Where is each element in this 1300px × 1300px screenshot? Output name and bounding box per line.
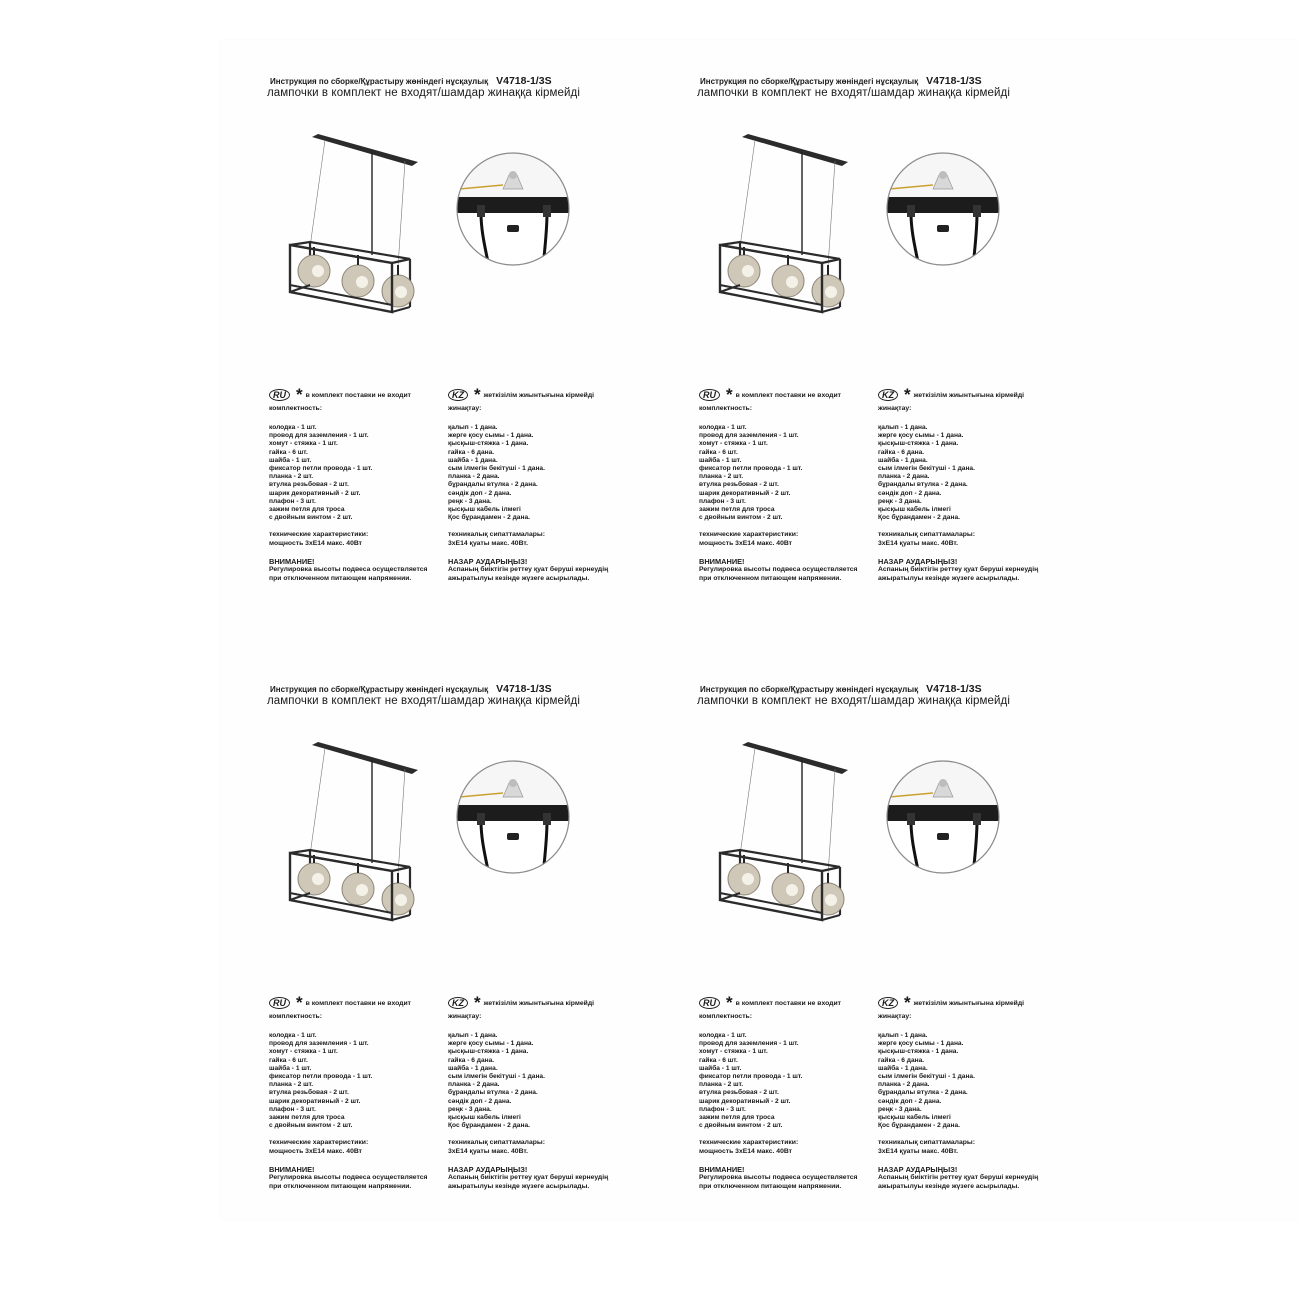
list-item: с двойным винтом - 2 шт. [269,514,353,522]
ru-attention-line: при отключенном питающем напряжении. [699,574,842,582]
list-item: планка - 2 дана. [448,473,500,481]
kz-tech-title: техникалық сипаттамалары: [448,531,545,539]
kz-kit-title: жинақтау: [878,1013,912,1020]
list-item: хомут - стяжка - 1 шт. [269,1048,338,1056]
kz-tech-title: техникалық сипаттамалары: [448,1139,545,1147]
ru-section [269,387,459,583]
list-item: гайка - 6 дана. [448,448,495,456]
list-item: қалып - 1 дана. [448,424,498,431]
list-item: втулка резьбовая - 2 шт. [699,481,779,489]
list-item: қысқыш кабель ілмегі [448,506,521,514]
asterisk-icon: * [296,993,303,1012]
ru-attention-line: при отключенном питающем напряжении. [269,574,412,582]
model-number: V4718-1/3S [926,683,982,695]
list-item: планка - 2 шт. [699,473,744,481]
kz-badge: KZ [878,997,898,1009]
list-item: сәндік доп - 2 дана. [878,1097,942,1105]
kz-kit-title: жинақтау: [878,405,912,412]
ru-tech-value: мощность 3хЕ14 макс. 40Вт [699,1147,793,1155]
kz-tech-title: техникалық сипаттамалары: [878,1139,975,1147]
kz-attention-line: Аспаның биіктігін реттеу қуат беруші кернеудің [878,1174,1039,1182]
ru-badge: RU [699,997,720,1009]
list-item: сәндік доп - 2 дана. [448,489,512,497]
list-item: қысқыш-стяжка - 1 дана. [448,440,529,448]
instruction-title: Инструкция по сборке/Құрастыру жөніндегі нұсқаулық V4718-1/3S [270,683,552,695]
list-item: сым ілмегін бекітуші - 1 дана. [878,465,975,473]
list-item: колодка - 1 шт. [269,1032,317,1039]
kz-attention-title: НАЗАР АУДАРЫҢЫЗ! [878,1165,958,1175]
kz-kit-list [878,424,1068,522]
instruction-panel-bottom-right [695,683,1115,1243]
list-item: зажим петля для троса [699,1114,775,1122]
list-item: шайба - 1 шт. [269,456,312,464]
list-item: с двойным винтом - 2 шт. [699,514,783,522]
list-item: шайба - 1 шт. [699,1064,742,1072]
kz-note: жеткізілім жиынтығына кірмейді [913,391,1025,399]
instruction-title: Инструкция по сборке/Құрастыру жөніндегі нұсқаулық V4718-1/3S [270,75,552,87]
ru-attention-line: Регулировка высоты подвеса осуществляется [269,566,428,574]
list-item: реңк - 3 дана. [878,497,922,505]
list-item: плафон - 3 шт. [699,1105,746,1113]
kz-kit-title: жинақтау: [448,405,482,412]
list-item: бұрандалы втулка - 2 дана. [878,481,968,489]
model-number: V4718-1/3S [496,75,552,87]
ru-kit-list [269,1032,459,1130]
list-item: фиксатор петли провода - 1 шт. [269,1073,373,1081]
list-item: планка - 2 дана. [448,1081,500,1089]
list-item: реңк - 3 дана. [448,497,492,505]
list-item: шайба - 1 дана. [878,1064,928,1072]
ru-note: в комплект поставки не входит [735,391,841,399]
list-item: планка - 2 шт. [699,1081,744,1089]
list-item: колодка - 1 шт. [699,424,747,431]
list-item: жерге қосу сымы - 1 дана. [448,1040,534,1048]
ru-tech-value: мощность 3хЕ14 макс. 40Вт [269,539,363,547]
instruction-panel-top-left [265,75,685,635]
list-item: гайка - 6 шт. [269,1056,308,1064]
list-item: жерге қосу сымы - 1 дана. [448,432,534,440]
kz-badge: KZ [448,997,468,1009]
list-item: жерге қосу сымы - 1 дана. [878,432,964,440]
ru-note: в комплект поставки не входит [735,999,841,1007]
list-item: фиксатор петли провода - 1 шт. [699,1073,803,1081]
kz-badge: KZ [448,389,468,401]
list-item: фиксатор петли провода - 1 шт. [699,465,803,473]
list-item: с двойным винтом - 2 шт. [699,1122,783,1130]
ru-tech-value: мощность 3хЕ14 макс. 40Вт [699,539,793,547]
list-item: шайба - 1 дана. [878,456,928,464]
list-item: бұрандалы втулка - 2 дана. [878,1089,968,1097]
instruction-subtitle: лампочки в комплект не входят/шамдар жинаққа кірмейді [697,87,1010,99]
ru-section [269,995,459,1191]
kz-tech-value: 3хЕ14 қуаты макс. 40Вт. [878,539,959,547]
ru-tech-title: технические характеристики: [269,531,369,539]
list-item: қысқыш-стяжка - 1 дана. [878,440,959,448]
list-item: бұрандалы втулка - 2 дана. [448,481,538,489]
list-item: зажим петля для троса [699,506,775,514]
list-item: провод для заземления - 1 шт. [699,1040,799,1048]
ru-tech-value: мощность 3хЕ14 макс. 40Вт [269,1147,363,1155]
ru-section [699,387,889,583]
ru-attention-title: ВНИМАНИЕ! [269,557,315,567]
list-item: қалып - 1 дана. [878,1032,928,1039]
ru-note: в комплект поставки не входит [305,391,411,399]
ru-tech-title: технические характеристики: [699,1139,799,1147]
list-item: шайба - 1 дана. [448,456,498,464]
ru-attention-title: ВНИМАНИЕ! [269,1165,315,1175]
asterisk-icon: * [474,385,481,404]
ru-kit-title: комплектность: [269,1013,322,1020]
ceiling-mount-detail [455,151,571,267]
kz-attention-title: НАЗАР АУДАРЫҢЫЗ! [448,1165,528,1175]
ru-section [699,995,889,1191]
ceiling-mount-detail [455,759,571,875]
list-item: провод для заземления - 1 шт. [699,432,799,440]
kz-tech-title: техникалық сипаттамалары: [878,531,975,539]
list-item: қысқыш кабель ілмегі [448,1114,521,1122]
kz-kit-list [878,1032,1068,1130]
list-item: гайка - 6 дана. [448,1056,495,1064]
list-item: қысқыш кабель ілмегі [878,1114,951,1122]
asterisk-icon: * [726,385,733,404]
list-item: гайка - 6 шт. [699,1056,738,1064]
list-item: хомут - стяжка - 1 шт. [699,1048,768,1056]
list-item: плафон - 3 шт. [269,497,316,505]
list-item: хомут - стяжка - 1 шт. [699,440,768,448]
ru-attention-title: ВНИМАНИЕ! [699,1165,745,1175]
ru-kit-title: комплектность: [269,405,322,412]
kz-badge: KZ [878,389,898,401]
kz-tech-value: 3хЕ14 қуаты макс. 40Вт. [878,1147,959,1155]
kz-attention-line: ажыратылуы кезінде жүзеге асырылады. [448,1182,590,1190]
list-item: зажим петля для троса [269,1114,345,1122]
ru-badge: RU [269,389,290,401]
list-item: бұрандалы втулка - 2 дана. [448,1089,538,1097]
pendant-lamp-illustration [270,735,450,945]
instruction-title: Инструкция по сборке/Құрастыру жөніндегі нұсқаулық V4718-1/3S [700,683,982,695]
asterisk-icon: * [296,385,303,404]
list-item: колодка - 1 шт. [699,1032,747,1039]
kz-attention-line: Аспаның биіктігін реттеу қуат беруші кернеудің [448,1174,609,1182]
list-item: шарик декоративный - 2 шт. [699,489,791,497]
list-item: сым ілмегін бекітуші - 1 дана. [448,465,545,473]
ceiling-mount-detail [885,151,1001,267]
instruction-panel-top-right [695,75,1115,635]
list-item: шайба - 1 дана. [448,1064,498,1072]
ru-kit-list [699,1032,889,1130]
instruction-title: Инструкция по сборке/Құрастыру жөніндегі нұсқаулық V4718-1/3S [700,75,982,87]
list-item: гайка - 6 дана. [878,448,925,456]
ru-attention-line: при отключенном питающем напряжении. [699,1182,842,1190]
list-item: сәндік доп - 2 дана. [878,489,942,497]
list-item: шарик декоративный - 2 шт. [699,1097,791,1105]
list-item: қысқыш кабель ілмегі [878,506,951,514]
kz-note: жеткізілім жиынтығына кірмейді [483,999,595,1007]
instruction-panel-bottom-left [265,683,685,1243]
ru-attention-line: при отключенном питающем напряжении. [269,1182,412,1190]
kz-attention-title: НАЗАР АУДАРЫҢЫЗ! [878,557,958,567]
asterisk-icon: * [474,993,481,1012]
kz-attention-line: ажыратылуы кезінде жүзеге асырылады. [878,574,1020,582]
list-item: гайка - 6 шт. [699,448,738,456]
list-item: шайба - 1 шт. [269,1064,312,1072]
ru-tech-title: технические характеристики: [269,1139,369,1147]
kz-attention-line: ажыратылуы кезінде жүзеге асырылады. [878,1182,1020,1190]
list-item: плафон - 3 шт. [699,497,746,505]
pendant-lamp-illustration [270,127,450,337]
kz-section [878,387,1068,583]
ru-tech-title: технические характеристики: [699,531,799,539]
list-item: провод для заземления - 1 шт. [269,432,369,440]
list-item: провод для заземления - 1 шт. [269,1040,369,1048]
list-item: жерге қосу сымы - 1 дана. [878,1040,964,1048]
kz-attention-line: Аспаның биіктігін реттеу қуат беруші кернеудің [878,566,1039,574]
list-item: планка - 2 дана. [878,473,930,481]
ru-kit-title: комплектность: [699,1013,752,1020]
list-item: втулка резьбовая - 2 шт. [699,1089,779,1097]
kz-attention-line: ажыратылуы кезінде жүзеге асырылады. [448,574,590,582]
list-item: зажим петля для троса [269,506,345,514]
list-item: реңк - 3 дана. [448,1105,492,1113]
ru-note: в комплект поставки не входит [305,999,411,1007]
kz-note: жеткізілім жиынтығына кірмейді [483,391,595,399]
instruction-subtitle: лампочки в комплект не входят/шамдар жинаққа кірмейді [697,695,1010,707]
kz-note: жеткізілім жиынтығына кірмейді [913,999,1025,1007]
kz-kit-title: жинақтау: [448,1013,482,1020]
kz-tech-value: 3хЕ14 қуаты макс. 40Вт. [448,1147,529,1155]
list-item: сым ілмегін бекітуші - 1 дана. [878,1073,975,1081]
list-item: гайка - 6 дана. [878,1056,925,1064]
kz-section [878,995,1068,1191]
kz-attention-title: НАЗАР АУДАРЫҢЫЗ! [448,557,528,567]
list-item: плафон - 3 шт. [269,1105,316,1113]
asterisk-icon: * [904,993,911,1012]
ru-kit-list [269,424,459,522]
list-item: қалып - 1 дана. [878,424,928,431]
ceiling-mount-detail [885,759,1001,875]
instruction-subtitle: лампочки в комплект не входят/шамдар жинаққа кірмейді [267,87,580,99]
list-item: планка - 2 шт. [269,473,314,481]
list-item: реңк - 3 дана. [878,1105,922,1113]
ru-attention-line: Регулировка высоты подвеса осуществляется [699,566,858,574]
list-item: Қос бұрандамен - 2 дана. [878,514,960,522]
instruction-subtitle: лампочки в комплект не входят/шамдар жинаққа кірмейді [267,695,580,707]
list-item: втулка резьбовая - 2 шт. [269,1089,349,1097]
list-item: хомут - стяжка - 1 шт. [269,440,338,448]
kz-kit-list [448,1032,638,1130]
kz-kit-list [448,424,638,522]
list-item: қысқыш-стяжка - 1 дана. [878,1048,959,1056]
list-item: колодка - 1 шт. [269,424,317,431]
ru-kit-title: комплектность: [699,405,752,412]
list-item: қысқыш-стяжка - 1 дана. [448,1048,529,1056]
model-number: V4718-1/3S [496,683,552,695]
list-item: Қос бұрандамен - 2 дана. [448,514,530,522]
kz-section [448,387,638,583]
ru-attention-title: ВНИМАНИЕ! [699,557,745,567]
asterisk-icon: * [904,385,911,404]
kz-tech-value: 3хЕ14 қуаты макс. 40Вт. [448,539,529,547]
list-item: Қос бұрандамен - 2 дана. [448,1122,530,1130]
pendant-lamp-illustration [700,735,880,945]
list-item: сәндік доп - 2 дана. [448,1097,512,1105]
asterisk-icon: * [726,993,733,1012]
list-item: фиксатор петли провода - 1 шт. [269,465,373,473]
list-item: гайка - 6 шт. [269,448,308,456]
list-item: с двойным винтом - 2 шт. [269,1122,353,1130]
list-item: шарик декоративный - 2 шт. [269,1097,361,1105]
ru-badge: RU [269,997,290,1009]
list-item: қалып - 1 дана. [448,1032,498,1039]
ru-attention-line: Регулировка высоты подвеса осуществляется [699,1174,858,1182]
pendant-lamp-illustration [700,127,880,337]
ru-badge: RU [699,389,720,401]
list-item: шайба - 1 шт. [699,456,742,464]
kz-section [448,995,638,1191]
list-item: сым ілмегін бекітуші - 1 дана. [448,1073,545,1081]
list-item: Қос бұрандамен - 2 дана. [878,1122,960,1130]
list-item: планка - 2 шт. [269,1081,314,1089]
list-item: втулка резьбовая - 2 шт. [269,481,349,489]
model-number: V4718-1/3S [926,75,982,87]
list-item: шарик декоративный - 2 шт. [269,489,361,497]
kz-attention-line: Аспаның биіктігін реттеу қуат беруші кернеудің [448,566,609,574]
list-item: планка - 2 дана. [878,1081,930,1089]
ru-attention-line: Регулировка высоты подвеса осуществляется [269,1174,428,1182]
ru-kit-list [699,424,889,522]
